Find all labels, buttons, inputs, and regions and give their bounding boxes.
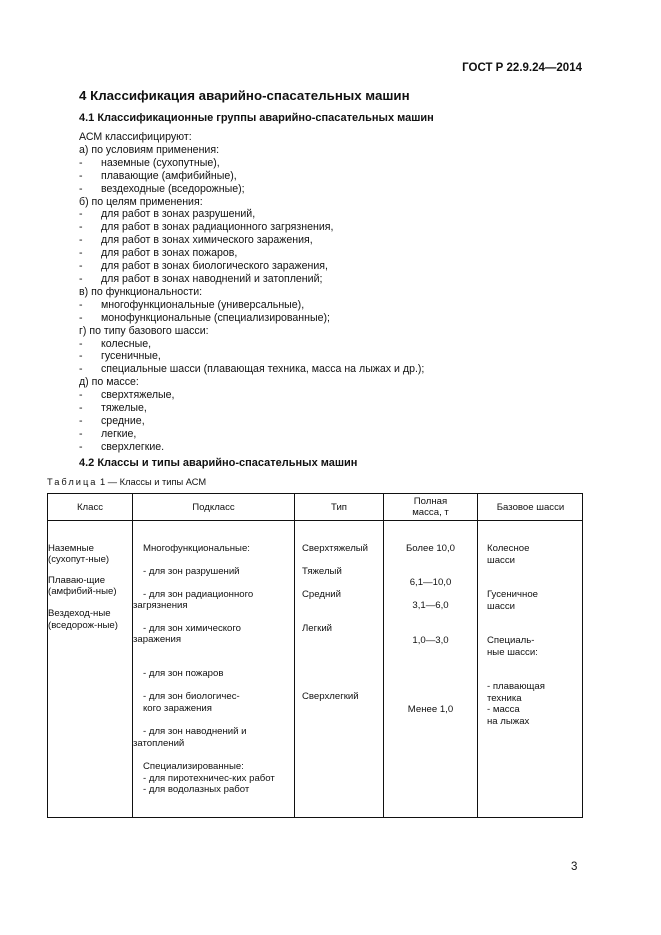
list-line: [79, 286, 424, 299]
document-standard-number: ГОСТ Р 22.9.24—2014: [462, 62, 582, 74]
chassis-cell: - плавающая: [487, 681, 545, 692]
list-bullet: -: [79, 440, 83, 453]
subclass-cell: Специализированные:: [143, 761, 244, 772]
list-line: [79, 170, 424, 183]
list-line: [79, 376, 424, 389]
type-cell: Средний: [302, 589, 342, 600]
header-subclass: Подкласс: [192, 501, 235, 513]
list-bullet: -: [79, 234, 83, 247]
type-cell: Тяжелый: [302, 566, 342, 577]
list-line: [79, 157, 424, 170]
subclass-cell: - для зон радиационного: [143, 589, 254, 600]
mass-cell: Менее 1,0: [407, 704, 454, 715]
subclass-cell: - для водолазных работ: [143, 784, 250, 795]
column-divider: [477, 494, 478, 817]
class-cell: Наземные: [48, 543, 94, 554]
list-line: [79, 338, 424, 351]
list-bullet: -: [79, 298, 83, 311]
list-text: гусеничные,: [101, 350, 161, 363]
subclass-cell: - для зон пожаров: [143, 668, 224, 679]
list-line: [79, 325, 424, 338]
list-bullet: -: [79, 350, 83, 363]
header-type: Тип: [331, 501, 347, 513]
chassis-cell: Колесное: [487, 543, 530, 554]
list-line: [79, 350, 424, 363]
list-line: [79, 441, 424, 454]
header-divider: [48, 520, 582, 521]
list-line: [79, 196, 424, 209]
subclass-cell: - для зон химического: [143, 623, 242, 634]
list-text: а) по условиям применения:: [79, 143, 220, 156]
list-text: монофункциональные (специализированные);: [101, 311, 330, 324]
list-bullet: -: [79, 311, 83, 324]
type-cell: Сверхтяжелый: [302, 543, 369, 554]
list-text: д) по массе:: [79, 376, 139, 389]
list-bullet: -: [79, 182, 83, 195]
classes-types-table: [47, 493, 583, 818]
list-bullet: -: [79, 221, 83, 234]
subclass-cell: - для зон разрушений: [143, 566, 240, 577]
chassis-cell: техника: [487, 693, 522, 704]
list-bullet: -: [79, 389, 83, 402]
class-cell: (вседорож-ные): [48, 620, 118, 631]
list-text: б) по целям применения:: [79, 195, 203, 208]
chassis-cell: шасси: [487, 555, 515, 566]
chassis-cell: Гусеничное: [487, 589, 538, 600]
list-text: специальные шасси (плавающая техника, масса на лыжах и др.);: [101, 363, 425, 376]
subclass-cell: затоплений: [133, 738, 185, 749]
list-text: плавающие (амфибийные),: [101, 169, 237, 182]
list-line: [79, 234, 424, 247]
section-4-1-heading: 4.1 Классификационные группы аварийно-спасательных машин: [79, 112, 434, 124]
class-cell: Вездеход-ные: [48, 608, 111, 619]
list-bullet: -: [79, 208, 83, 221]
list-text: для работ в зонах биологического заражения,: [101, 260, 328, 273]
header-mass: [384, 494, 477, 520]
page-number: 3: [571, 861, 578, 873]
mass-cell: 6,1—10,0: [409, 577, 452, 588]
class-cell: (амфибий-ные): [48, 586, 117, 597]
table-caption-label: Таблица: [47, 477, 98, 487]
list-text: для работ в зонах наводнений и затоплений;: [101, 272, 323, 285]
type-cell: Сверхлегкий: [302, 691, 359, 702]
list-line: [79, 389, 424, 402]
list-line: [79, 363, 424, 376]
subclass-cell: загрязнения: [133, 600, 188, 611]
list-line: [79, 221, 424, 234]
list-text: в) по функциональности:: [79, 285, 203, 298]
list-text: сверхлегкие.: [101, 440, 165, 453]
list-bullet: -: [79, 272, 83, 285]
list-text: для работ в зонах разрушений,: [101, 208, 256, 221]
header-class: Класс: [76, 501, 104, 513]
list-text: сверхтяжелые,: [101, 389, 175, 402]
header-mass-line2: масса, т: [412, 507, 449, 518]
section-4-2-heading: 4.2 Классы и типы аварийно-спасательных машин: [79, 457, 358, 469]
column-divider: [132, 494, 133, 817]
list-line: [79, 312, 424, 325]
chassis-cell: на лыжах: [487, 716, 530, 727]
chassis-cell: ные шасси:: [487, 647, 538, 658]
list-text: колесные,: [101, 337, 152, 350]
mass-cell: 1,0—3,0: [412, 635, 449, 646]
column-divider: [294, 494, 295, 817]
table-caption-title: 1 — Классы и типы АСМ: [100, 477, 207, 487]
list-text: для работ в зонах химического заражения,: [101, 234, 313, 247]
subclass-cell: - для зон наводнений и: [143, 726, 247, 737]
list-bullet: -: [79, 414, 83, 427]
header-chassis: Базовое шасси: [496, 501, 565, 513]
list-line: [79, 428, 424, 441]
subclass-cell: Многофункциональные:: [143, 543, 250, 554]
list-text: для работ в зонах пожаров,: [101, 247, 238, 260]
list-bullet: -: [79, 337, 83, 350]
list-bullet: -: [79, 156, 83, 169]
subclass-cell: - для зон биологичес-: [143, 691, 240, 702]
class-cell: (сухопут-ные): [48, 554, 110, 565]
list-line: [79, 273, 424, 286]
section-4-heading: 4 Классификация аварийно-спасательных машин: [79, 88, 410, 103]
type-cell: Легкий: [302, 623, 333, 634]
list-line: [79, 260, 424, 273]
list-line: [79, 183, 424, 196]
header-mass-line1: Полная: [413, 496, 448, 507]
list-text: легкие,: [101, 427, 137, 440]
list-text: тяжелые,: [101, 402, 147, 415]
list-bullet: -: [79, 427, 83, 440]
list-text: многофункциональные (универсальные),: [101, 298, 305, 311]
list-line: [79, 144, 424, 157]
classification-list: [79, 131, 424, 454]
chassis-cell: - масса: [487, 704, 520, 715]
list-line: [79, 415, 424, 428]
class-cell: Плаваю-щие: [48, 575, 106, 586]
list-text: для работ в зонах радиационного загрязнения,: [101, 221, 334, 234]
mass-cell: 3,1—6,0: [412, 600, 449, 611]
list-line: [79, 131, 424, 144]
subclass-cell: - для пиротехничес-ких работ: [143, 773, 275, 784]
chassis-cell: шасси: [487, 601, 515, 612]
list-bullet: -: [79, 363, 83, 376]
list-text: средние,: [101, 414, 145, 427]
list-text: наземные (сухопутные),: [101, 156, 220, 169]
subclass-cell: заражения: [133, 634, 182, 645]
list-line: [79, 402, 424, 415]
mass-cell: Более 10,0: [405, 543, 456, 554]
subclass-cell: кого заражения: [143, 703, 212, 714]
list-line: [79, 299, 424, 312]
list-line: [79, 247, 424, 260]
list-text: АСМ классифицируют:: [79, 131, 192, 143]
list-bullet: -: [79, 169, 83, 182]
list-text: г) по типу базового шасси:: [79, 324, 209, 337]
list-bullet: -: [79, 402, 83, 415]
table-caption: [47, 477, 206, 487]
list-bullet: -: [79, 247, 83, 260]
list-text: вездеходные (вседорожные);: [101, 182, 245, 195]
list-line: [79, 208, 424, 221]
chassis-cell: Специаль-: [487, 635, 535, 646]
list-bullet: -: [79, 260, 83, 273]
